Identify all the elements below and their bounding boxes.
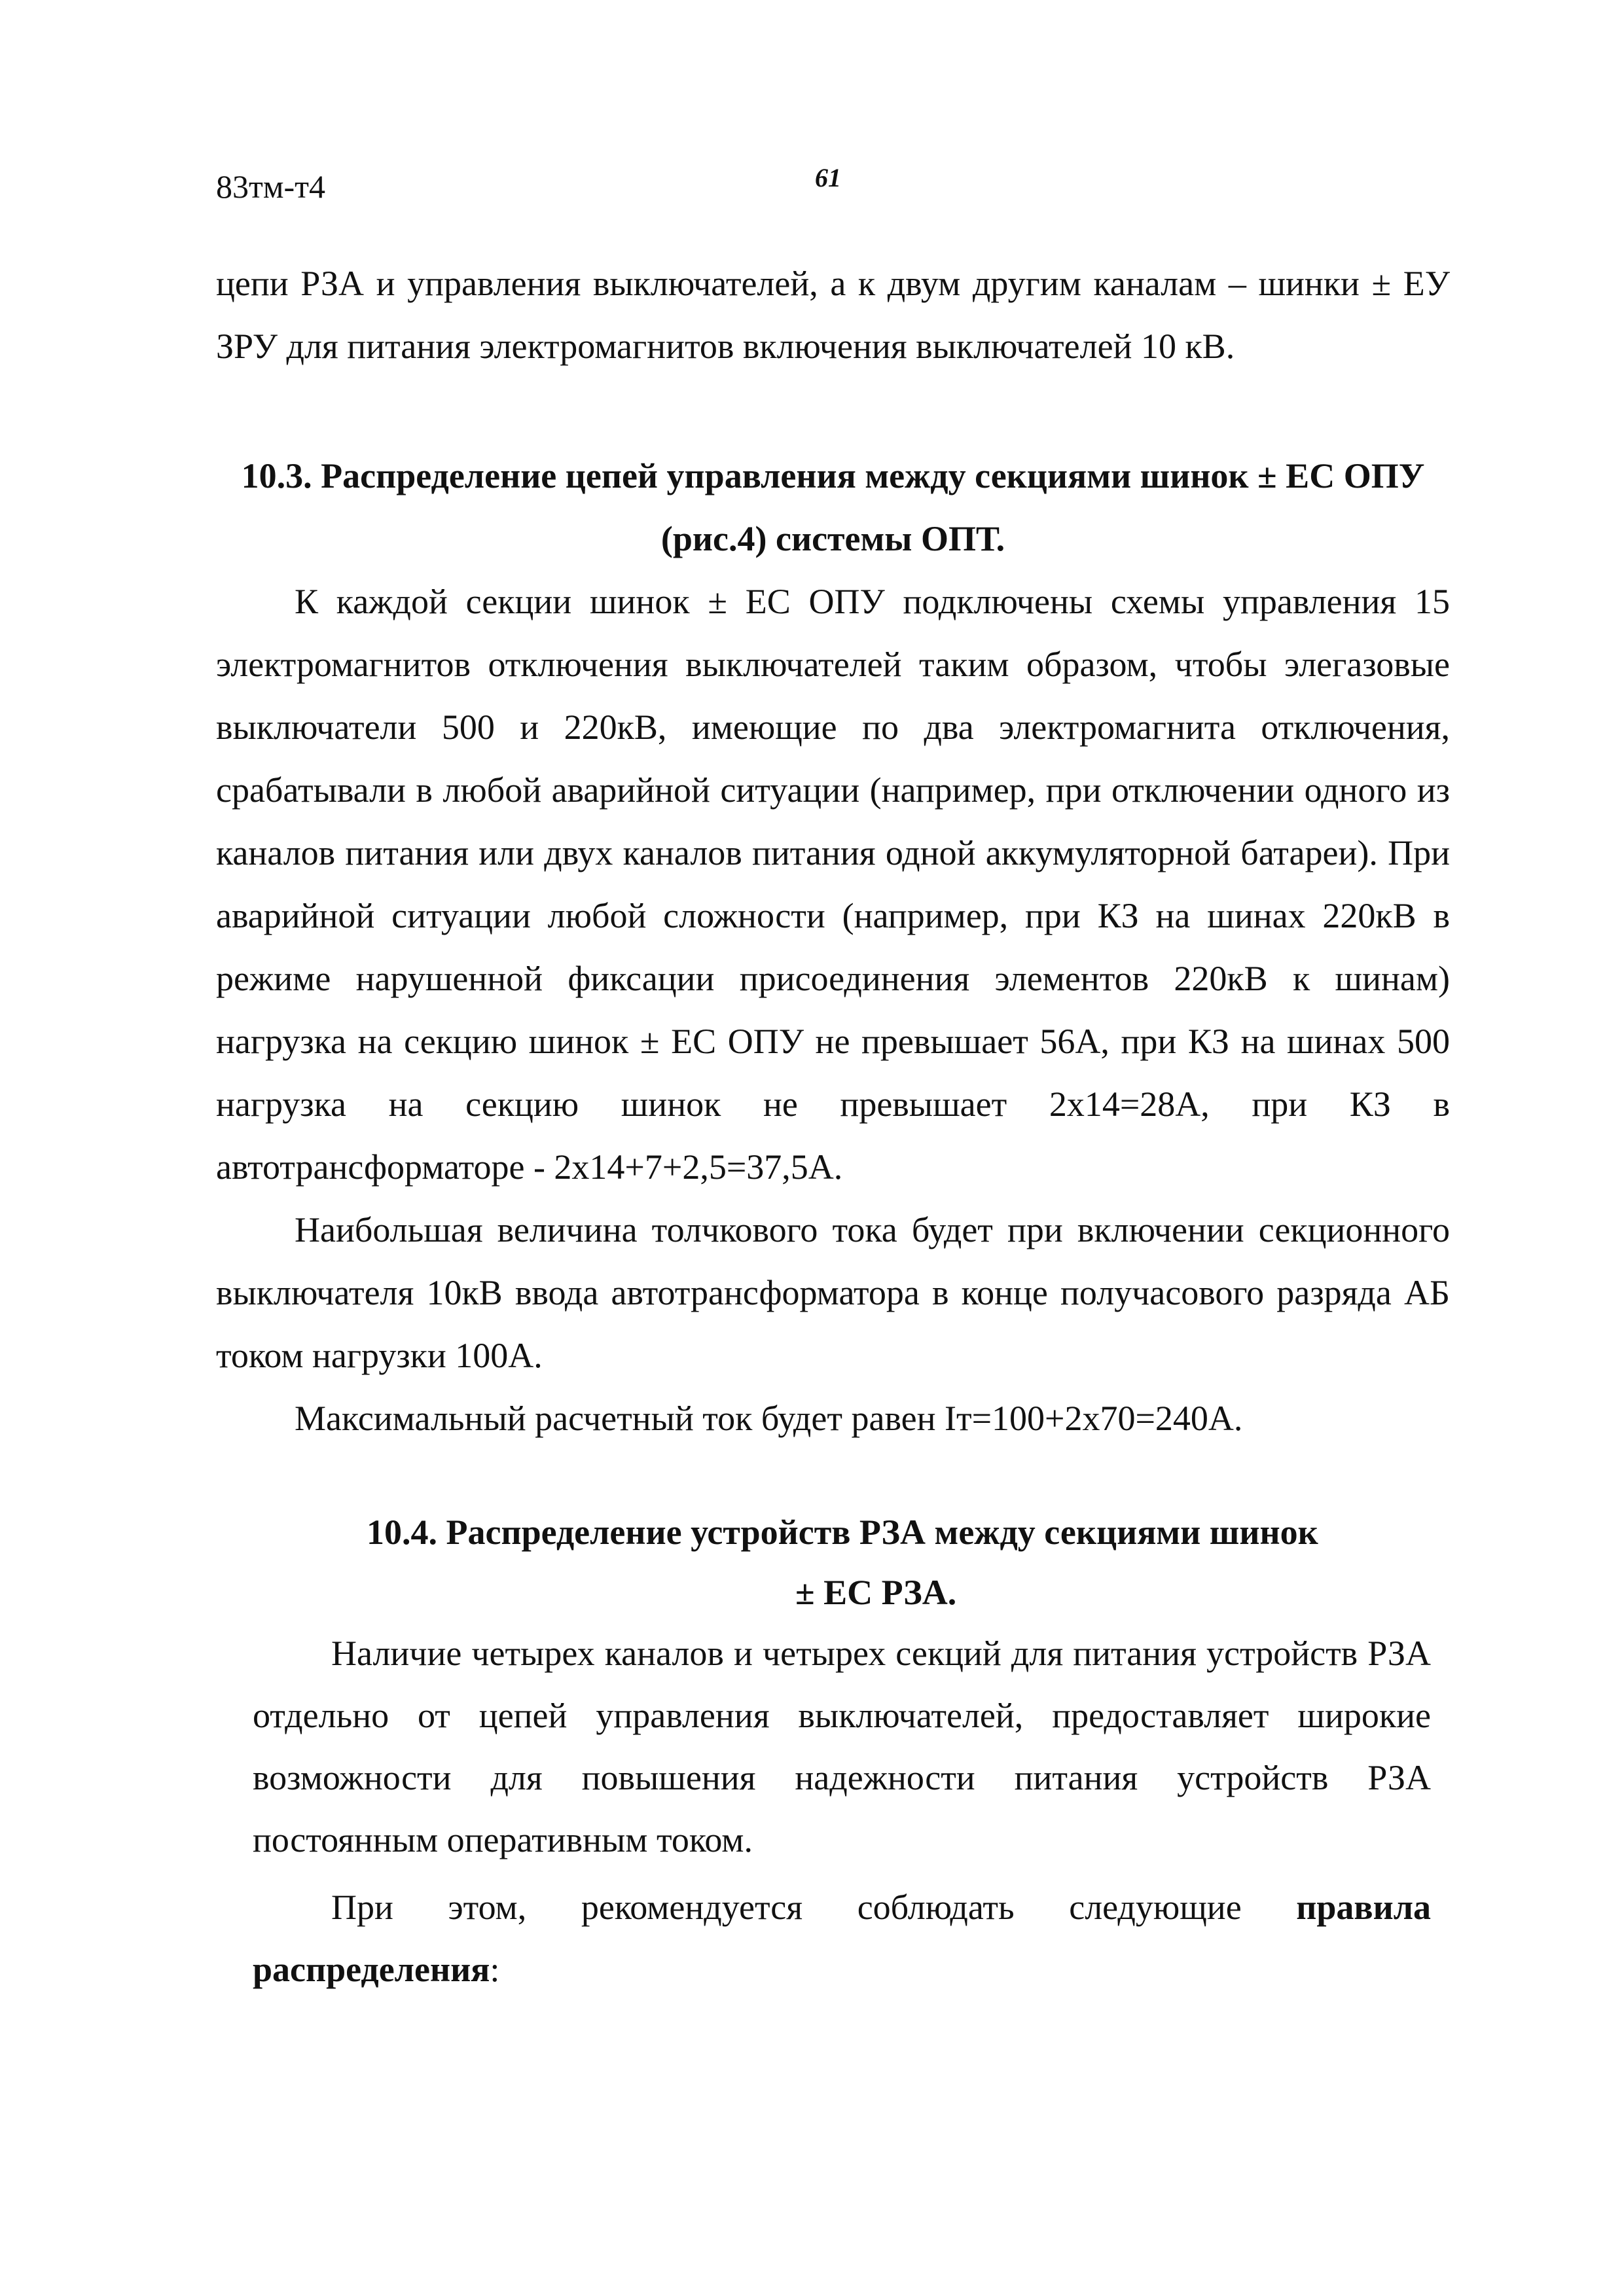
page-number: 61 (815, 163, 841, 192)
section-10-4-paragraph-2-end: : (490, 1950, 500, 1989)
document-code: 83тм-т4 (216, 168, 325, 205)
section-10-3-paragraph-2: Наибольшая величина толчкового тока будет при включении секционного выключателя 10кВ ввода автотрансформатора в конце получасового разряда АБ током нагрузки 100А. (216, 1210, 1450, 1375)
section-10-3-heading: 10.3. Распределение цепей управления между секциями шинок ± ЕС ОПУ (рис.4) системы ОПТ. (241, 456, 1425, 558)
section-10-4-content (216, 1502, 1450, 2001)
section-10-4-heading-line-1: 10.4. Распределение устройств РЗА между секциями шинок (367, 1513, 1318, 1552)
section-10-4-heading-line-2: ± ЕС РЗА. (795, 1573, 957, 1612)
section-10-4-paragraph-2-start: При этом, рекомендуется соблюдать следующие (331, 1888, 1297, 1927)
section-10-3-paragraph-3: Максимальный расчетный ток будет равен Iт=100+2х70=240А. (295, 1399, 1243, 1438)
intro-paragraph: цепи РЗА и управления выключателей, а к двум другим каналам – шинки ± ЕУ ЗРУ для питания электромагнитов включения выключателей 10 кВ. (216, 264, 1450, 366)
section-10-3-paragraph-1: К каждой секции шинок ± ЕС ОПУ подключены схемы управления 15 электромагнитов отключения выключателей таким образом, чтобы элегазовые выключатели 500 и 220кВ, имеющие по два электромагнита отключения, срабатывали в любой аварийной ситуации (например, при отключении одного из каналов питания или двух каналов питания одной аккумуляторной батареи). При аварийной ситуации любой сложности (например, при КЗ на шинах 220кВ в режиме нарушенной фиксации присоединения элементов 220кВ к шинам) нагрузка на секцию шинок ± ЕС ОПУ не превышает 56А, при КЗ на шинах 500 нагрузка на секцию шинок не превышает 2х14=28А, при КЗ в автотрансформаторе - 2х14+7+2,5=37,5А. (216, 582, 1450, 1187)
section-10-3-content (216, 252, 1450, 1450)
section-10-4-paragraph-1-text: Наличие четырех каналов и четырех секций для питания устройств РЗА отдельно от цепей управления выключателей, предоставляет широкие возможности для повышения надежности питания устройств РЗА постоянным оперативным током. (253, 1634, 1431, 1859)
section-10-4-paragraph-2 (216, 1876, 1431, 2001)
section-10-4-paragraph-2-bold: правила распределения (253, 1888, 1431, 1989)
section-10-4-paragraph-1 (216, 1623, 1431, 1871)
